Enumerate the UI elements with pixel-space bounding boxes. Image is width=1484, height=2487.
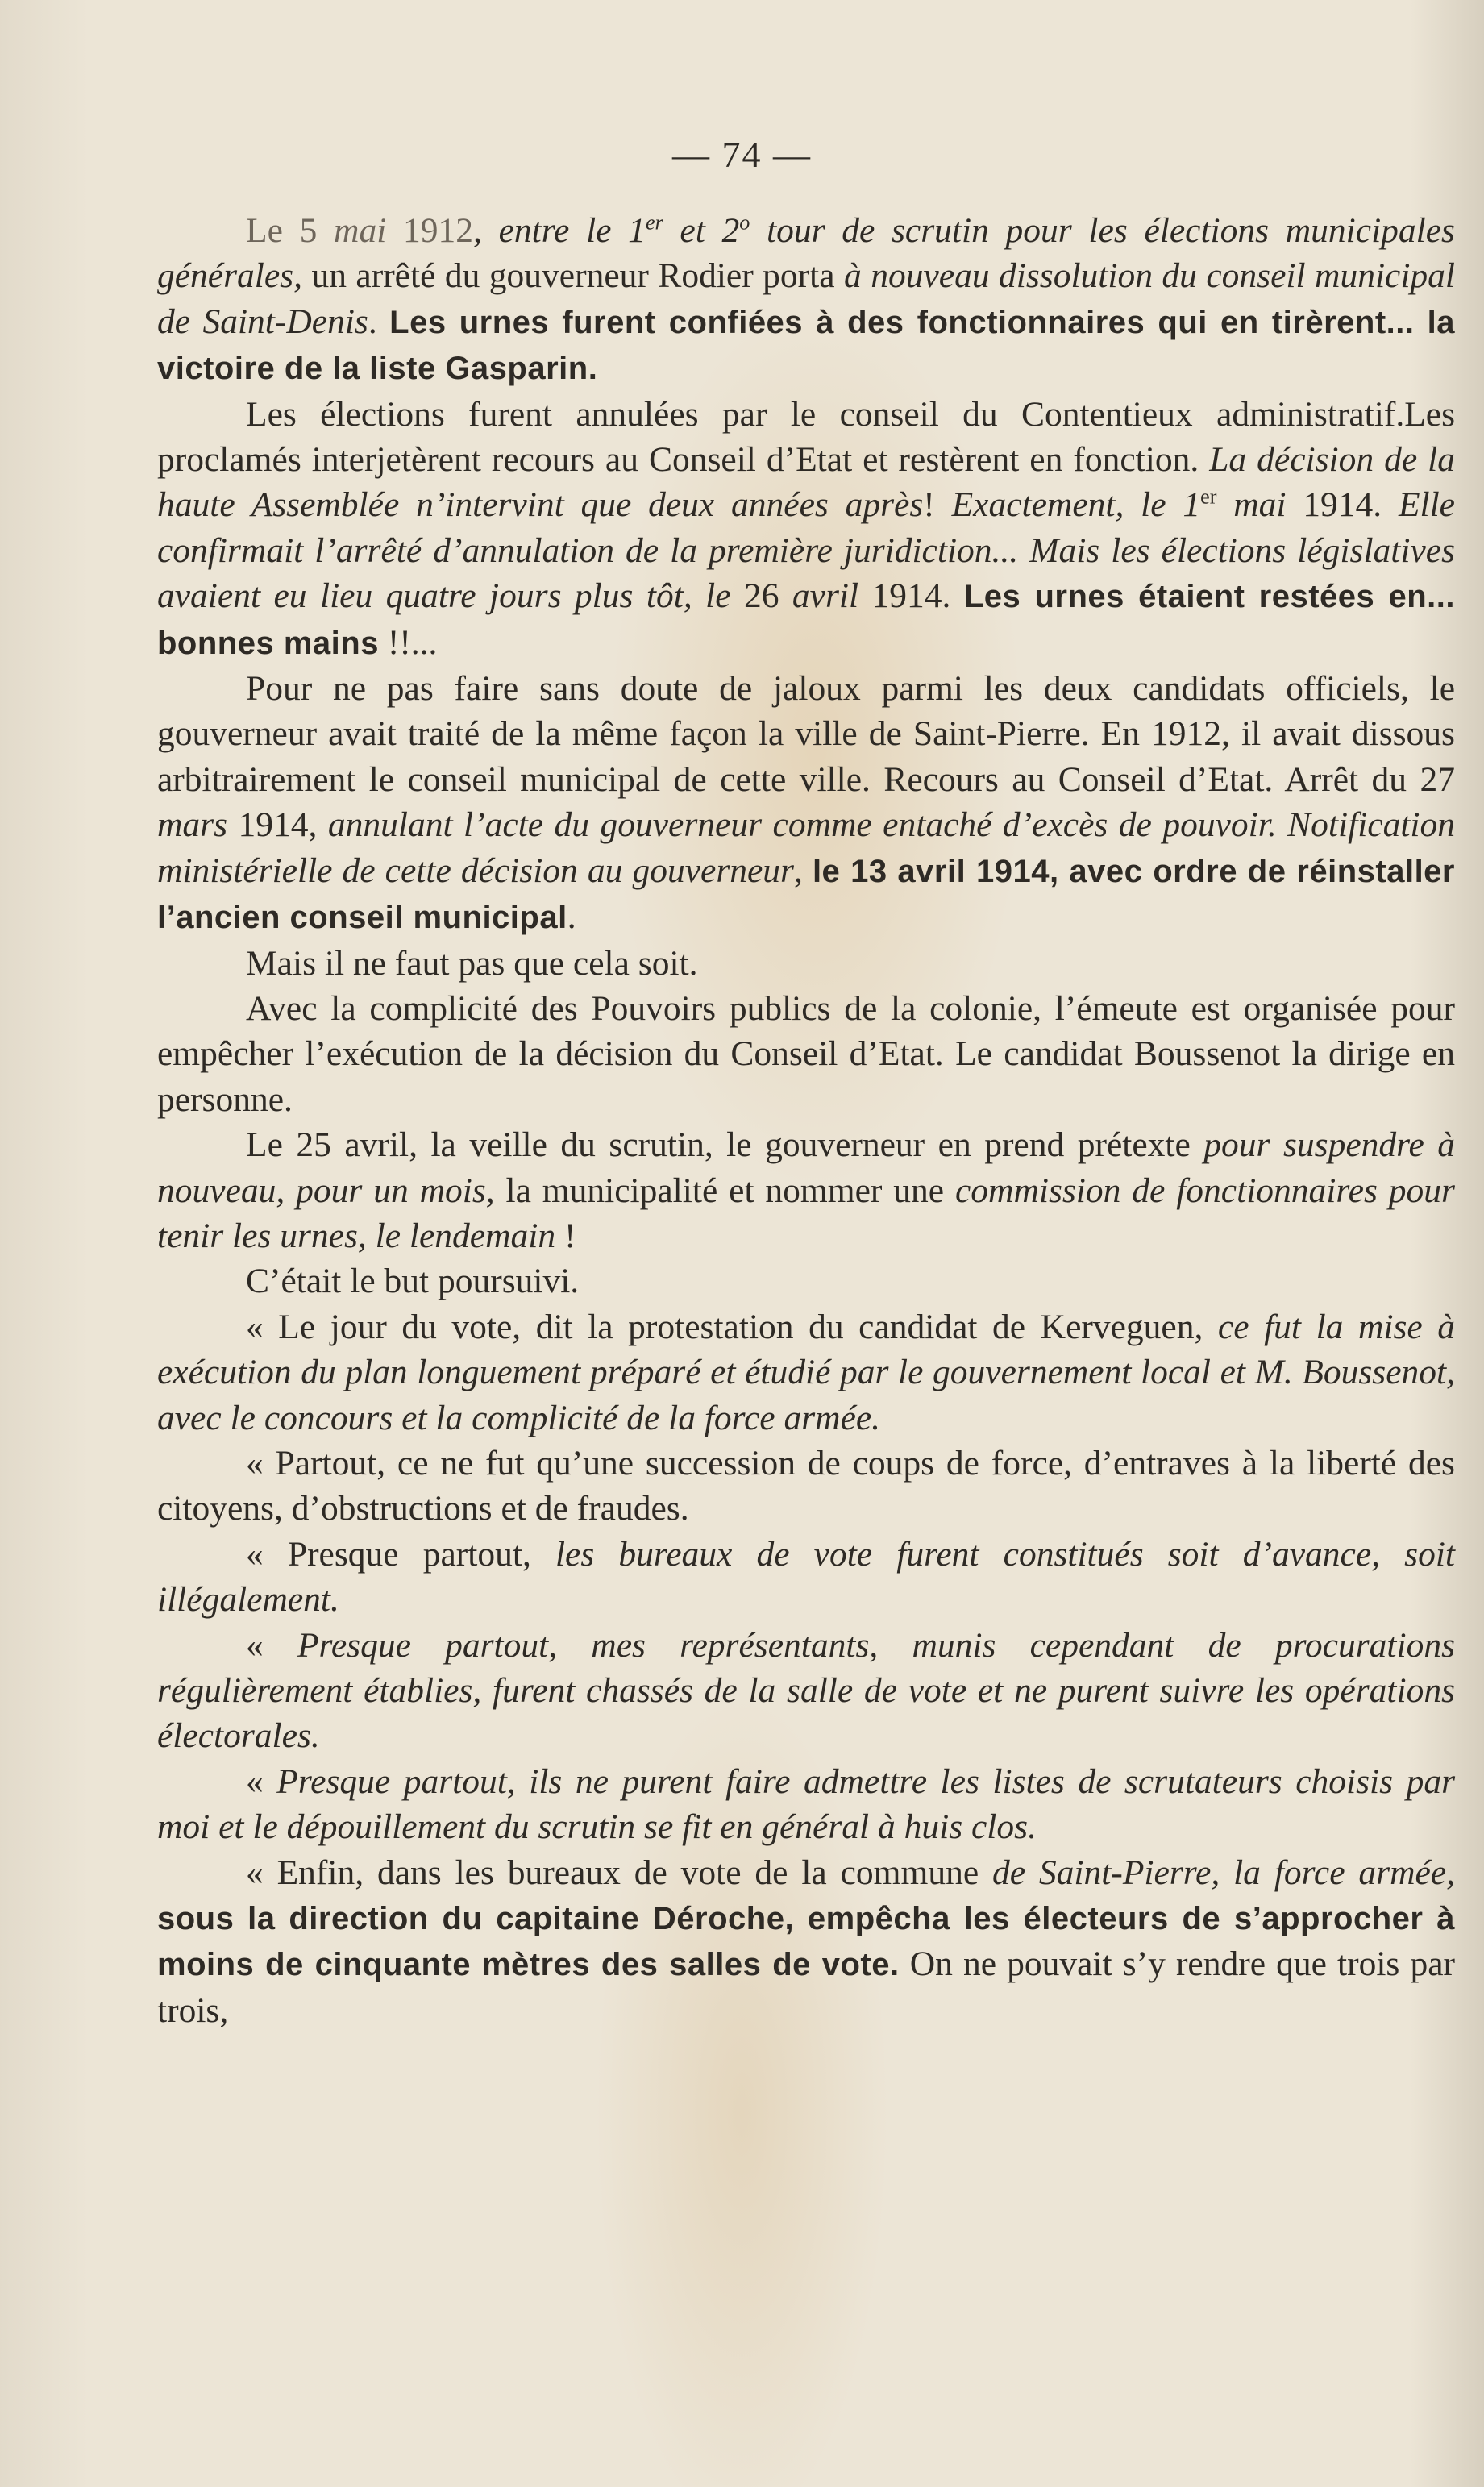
text-run: !!... xyxy=(378,622,438,662)
text-run: La décision de la haute Assemblée n’intervint que deux années après xyxy=(157,440,1455,525)
text-run: Presque partout, mes représentants, munis cependant de procurations régulièrement établies, furent chassés de la salle de vote et ne purent suivre les opérations électorales. xyxy=(157,1625,1456,1756)
text-run: de Saint-Pierre, la force armée, xyxy=(992,1853,1455,1892)
paragraph-2 xyxy=(157,392,1455,666)
text-run: les bureaux de vote furent constitués soit d’avance, soit illégalement. xyxy=(157,1534,1455,1620)
text-run: ! xyxy=(923,485,952,525)
paragraph-12 xyxy=(157,1759,1455,1850)
text-run: Le 25 avril, la veille du scrutin, le gouverneur en prend prétexte xyxy=(246,1125,1204,1165)
text-run: et 2 xyxy=(663,211,740,250)
text-run: « Partout, ce ne fut qu’une succession de coups de force, d’entraves à la liberté des citoyens, d’obstructions et de fraudes. xyxy=(157,1443,1455,1528)
text-run: ce fut la mise à exécution du plan longuement préparé et étudié par le gouvernement local et M. Boussenot, avec le concours et la complicité de la force armée. xyxy=(157,1307,1455,1437)
text-run: 1912 xyxy=(386,211,474,250)
text-run: pour suspendre à nouveau, pour un mois, xyxy=(157,1125,1455,1210)
text-run xyxy=(1216,485,1233,524)
paragraph-6 xyxy=(157,1122,1455,1258)
text-run: Les urnes étaient restées en... bonnes mains xyxy=(157,579,1455,661)
text-run: avril xyxy=(792,576,859,616)
paragraph-13 xyxy=(157,1850,1455,2034)
text-run: annulant l’acte du gouverneur comme entaché d’excès de pouvoir. Notification ministérielle de cette décision au gouverneur xyxy=(157,805,1456,890)
text-run: Les urnes furent confiées à des fonctionnaires qui en tirèrent... la victoire de la liste Gasparin. xyxy=(157,304,1456,387)
text-run: Les élections furent annulées par le conseil du Contentieux administratif.Les proclamés interjetèrent recours au Conseil d’Etat et restèrent en fonction. xyxy=(157,394,1455,480)
text-run: le 13 avril 1914, avec ordre de réinstaller l’ancien conseil municipal xyxy=(157,853,1455,936)
paragraph-3 xyxy=(157,666,1455,940)
text-run: er xyxy=(1200,485,1217,509)
paragraph-7 xyxy=(157,1258,1455,1304)
paragraph-10 xyxy=(157,1532,1455,1623)
text-run: Presque partout, ils ne purent faire admettre les listes de scrutateurs choisis par moi et le dépouillement du scrutin se fit en général à huis clos. xyxy=(157,1761,1456,1847)
text-run: Mais il ne faut pas que cela soit. xyxy=(246,943,698,983)
text-run: 26 xyxy=(743,576,792,616)
text-run: tour de scrutin pour les élections municipales générales, xyxy=(157,211,1455,296)
text-run: à nouveau dissolution du conseil municipal de Saint-Denis xyxy=(157,256,1456,341)
text-run: « xyxy=(246,1625,297,1665)
text-run: mars xyxy=(157,805,228,845)
text-run: 1914, xyxy=(227,805,328,845)
text-run: On ne pouvait s’y rendre que trois par trois, xyxy=(157,1944,1455,2030)
text-run: « Enfin, dans les bureaux de vote de la commune xyxy=(246,1853,992,1892)
paragraph-5 xyxy=(157,986,1455,1122)
text-run: er xyxy=(645,210,663,235)
text-run: Elle confirmait l’arrêté d’annulation de la première juridiction... Mais les élections législatives avaient eu lieu quatre jours plus tôt, le xyxy=(157,485,1455,616)
text-run: Le 5 xyxy=(246,211,335,250)
text-run: un arrêté du gouverneur Rodier porta xyxy=(311,256,844,296)
text-run: 1914. xyxy=(858,576,964,616)
paragraph-1 xyxy=(157,208,1455,392)
text-run: mai xyxy=(334,211,387,250)
paragraph-9 xyxy=(157,1441,1455,1532)
text-run: mai xyxy=(1233,485,1287,525)
text-run: « xyxy=(246,1761,277,1801)
text-run: . xyxy=(567,897,576,937)
text-run: o xyxy=(739,210,750,235)
paragraph-11 xyxy=(157,1623,1455,1759)
text-run: . xyxy=(368,302,390,341)
text-run: Avec la complicité des Pouvoirs publics de la colonie, l’émeute est organisée pour empêcher l’exécution de la décision du Conseil d’Etat. Le candidat Boussenot la dirige en personne. xyxy=(157,988,1455,1119)
body-text xyxy=(157,208,1455,2033)
text-run: « Le jour du vote, dit la protestation du candidat de Kerveguen, xyxy=(246,1307,1218,1346)
page-number: — 74 — xyxy=(672,134,812,175)
text-run: C’était le but poursuivi. xyxy=(246,1262,580,1301)
text-run: ! xyxy=(555,1216,576,1255)
text-run: Pour ne pas faire sans doute de jaloux parmi les deux candidats officiels, le gouverneur avait traité de la même façon la ville de Saint-Pierre. En 1912, il avait dissous arbitrairement le conseil municipal de cette ville. Recours au Conseil d’Etat. Arrêt du 27 xyxy=(157,669,1455,799)
paragraph-8 xyxy=(157,1304,1455,1441)
text-run: sous la direction du capitaine Déroche, empêcha les électeurs de s’approcher à moins de cinquante mètres des salles de vote. xyxy=(157,1901,1455,1983)
text-run: 1914. xyxy=(1286,485,1399,525)
text-run: , xyxy=(793,850,813,890)
paragraph-4 xyxy=(157,941,1455,986)
text-run: la municipalité et nommer une xyxy=(494,1171,955,1210)
text-run: Exactement, le 1 xyxy=(951,485,1201,525)
text-run: « Presque partout, xyxy=(246,1534,555,1574)
text-run: , entre le 1 xyxy=(473,211,646,250)
text-run: commission de fonctionnaires pour tenir les urnes, le lendemain xyxy=(157,1171,1455,1255)
